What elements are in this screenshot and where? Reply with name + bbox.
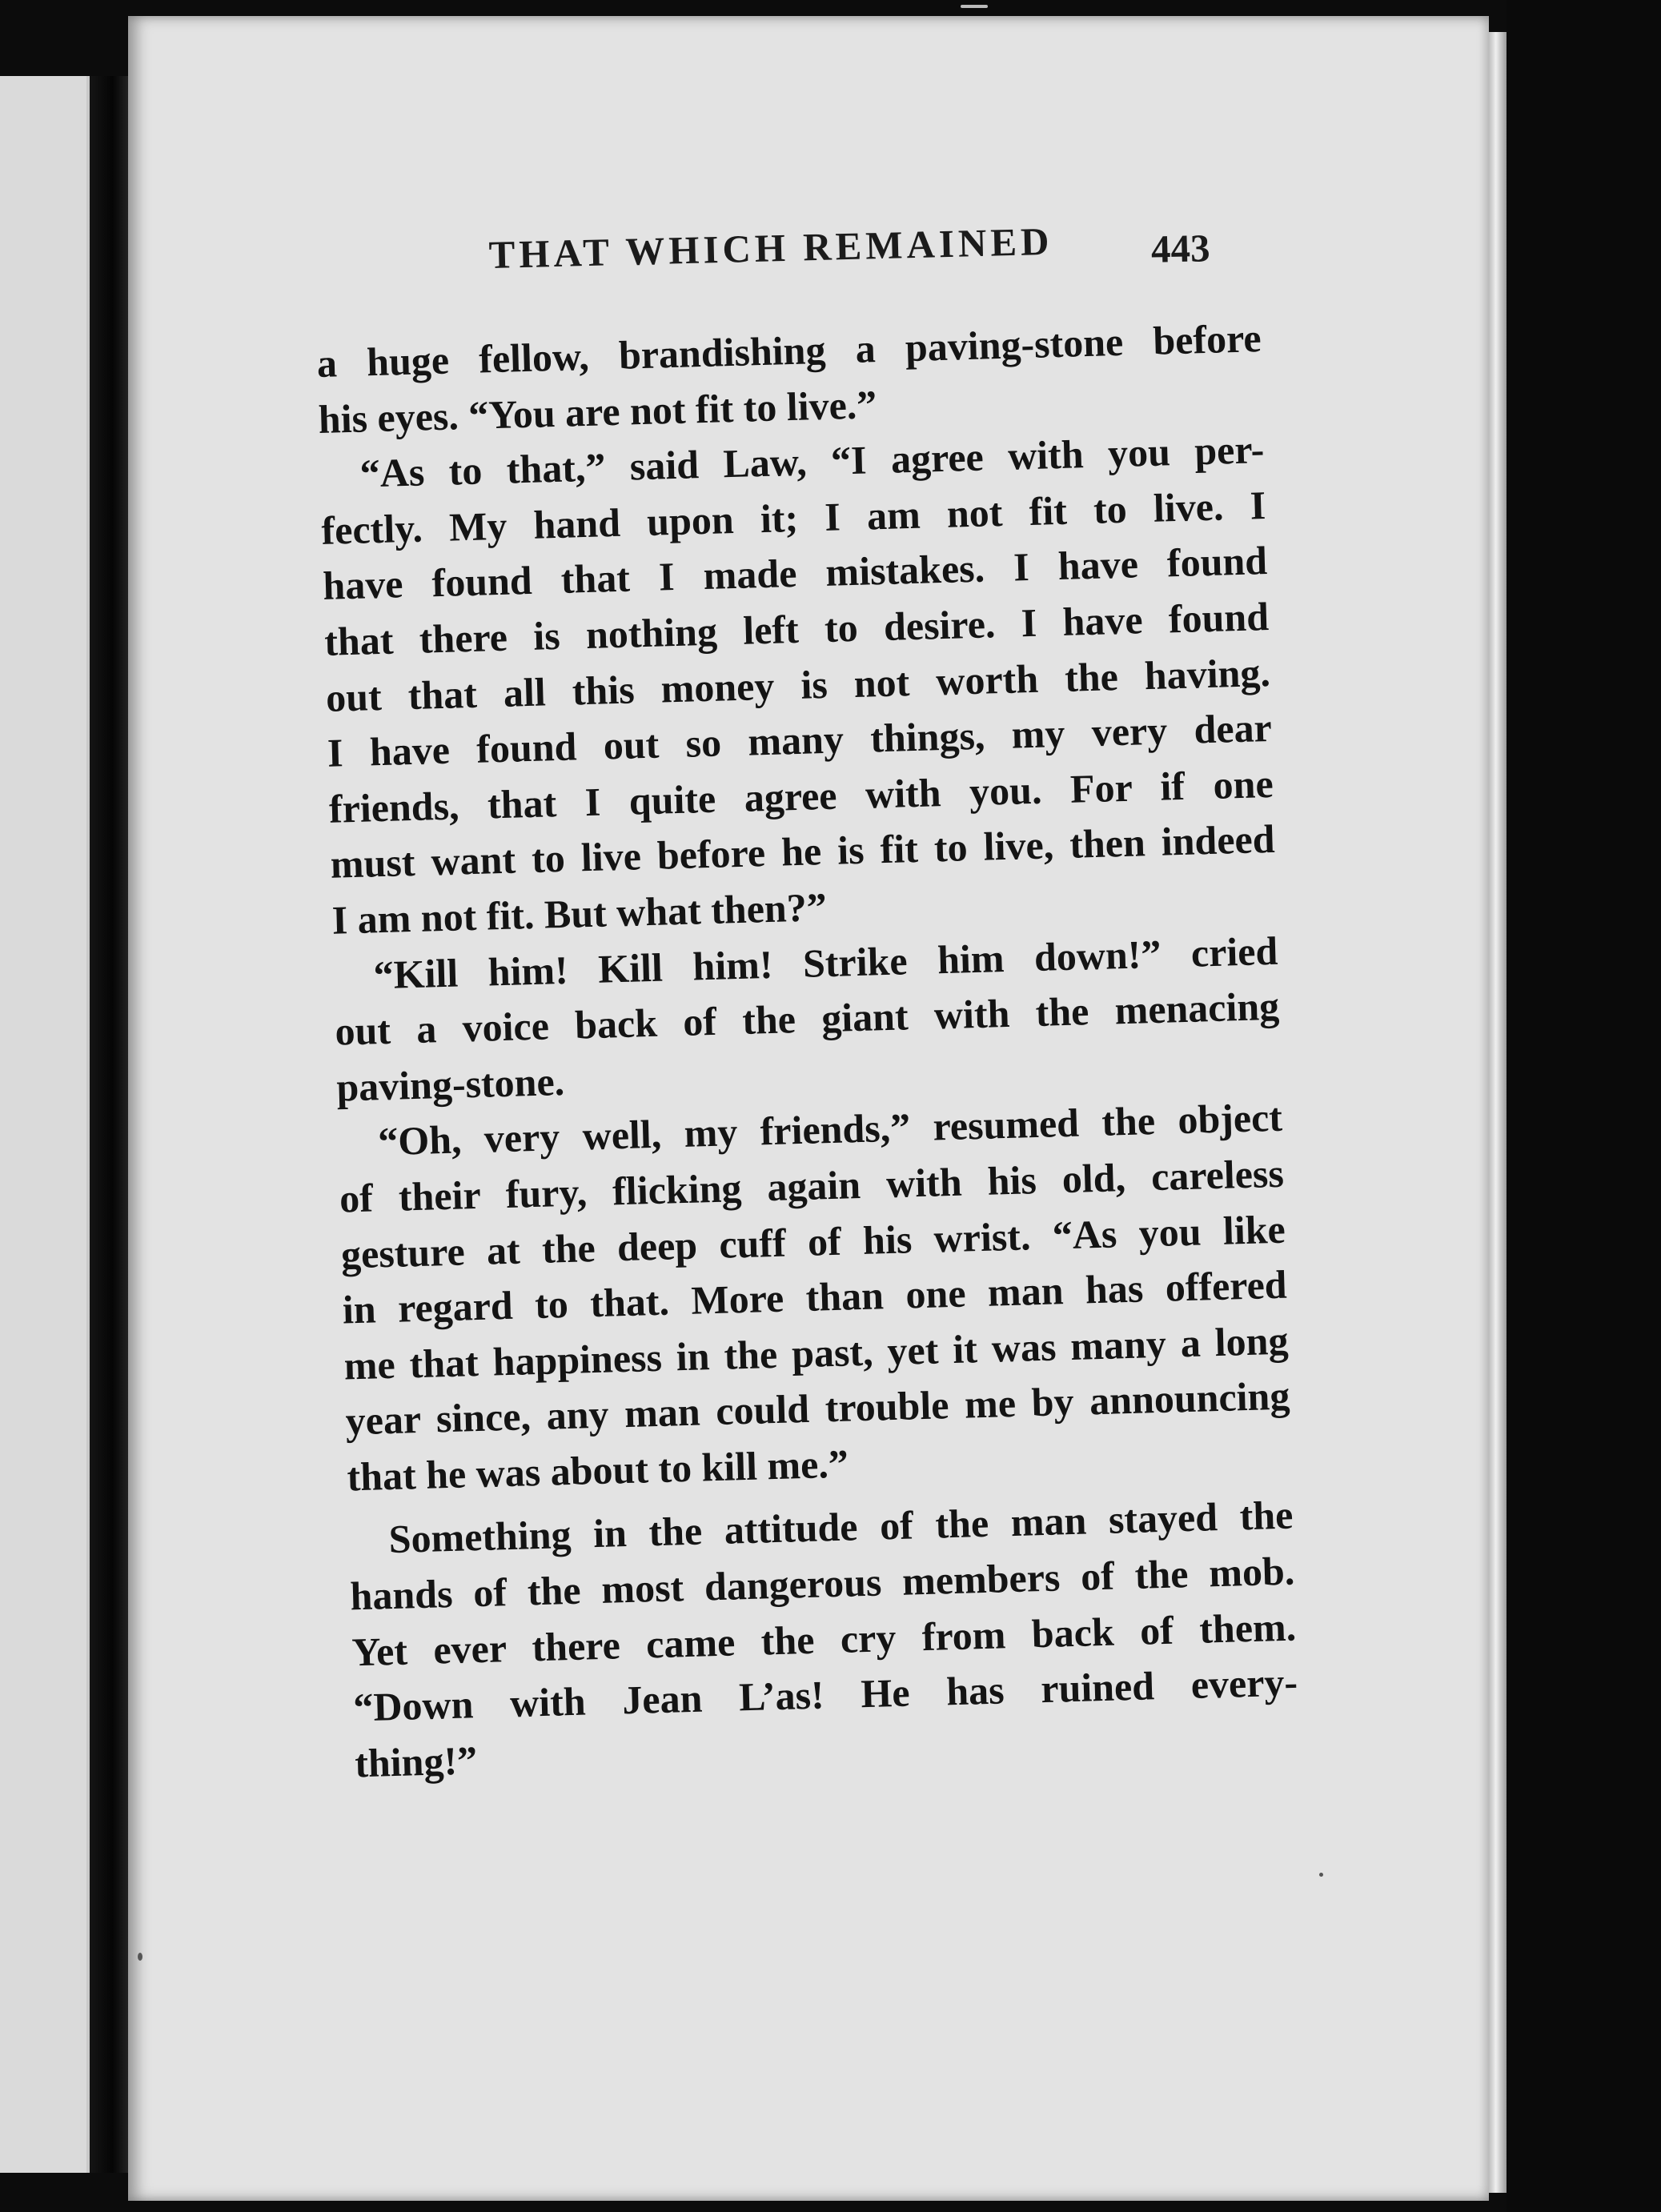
text-line: out a voice back of the giant with the menacing xyxy=(334,983,1280,1054)
text-line: that there is nothing left to desire. I have found xyxy=(323,593,1270,664)
text-line: fectly. My hand upon it; I am not fit to live. I xyxy=(320,482,1266,553)
text-line: “As to that,” said Law, “I agree with you per- xyxy=(359,427,1266,496)
text-line: that he was about to kill me.” xyxy=(346,1441,849,1500)
text-line: a huge fellow, brandishing a paving-stone before xyxy=(316,315,1262,386)
running-head: THAT WHICH REMAINED xyxy=(488,218,1054,277)
text-line: must want to live before he is fit to live, then indeed xyxy=(330,816,1276,888)
text-line: friends, that I quite agree with you. For if one xyxy=(328,760,1274,832)
body-text xyxy=(316,311,1300,1792)
page-number: 443 xyxy=(1150,226,1211,271)
text-line: hands of the most dangerous members of the mob. xyxy=(349,1548,1295,1619)
text-line: thing!” xyxy=(354,1737,478,1786)
text-line: “Kill him! Kill him! Strike him down!” cried xyxy=(372,928,1278,997)
text-line: of their fury, flicking again with his old, careless xyxy=(339,1150,1285,1221)
text-line: have found that I made mistakes. I have found xyxy=(322,538,1268,609)
text-line: I have found out so many things, my very dear xyxy=(327,705,1273,775)
text-line: year since, any man could trouble me by announcing xyxy=(344,1372,1291,1444)
previous-page-edge xyxy=(0,76,90,2173)
page-fore-edge xyxy=(1489,32,1507,2193)
text-line: “Down with Jean L’as! He has ruined every- xyxy=(352,1659,1298,1730)
text-line: I am not fit. But what then?” xyxy=(331,884,828,943)
text-line: his eyes. “You are not fit to live.” xyxy=(318,381,877,442)
text-line: gesture at the deep cuff of his wrist. “As you like xyxy=(340,1206,1286,1277)
book-spine-shadow xyxy=(90,76,128,2173)
scan-background-right xyxy=(1507,0,1661,2212)
text-line: paving-stone. xyxy=(335,1058,565,1110)
scan-speck xyxy=(961,5,988,8)
text-line: Something in the attitude of the man stayed the xyxy=(387,1493,1294,1562)
scan-speck xyxy=(1319,1873,1323,1877)
text-line: in regard to that. More than one man has offered xyxy=(342,1261,1288,1332)
scan-speck xyxy=(138,1953,142,1961)
text-line: Yet ever there came the cry from back of them. xyxy=(351,1604,1297,1675)
text-line: me that happiness in the past, yet it was many a long xyxy=(343,1317,1290,1389)
text-line: out that all this money is not worth the having. xyxy=(325,649,1271,720)
text-line: “Oh, very well, my friends,” resumed the object xyxy=(377,1095,1283,1164)
